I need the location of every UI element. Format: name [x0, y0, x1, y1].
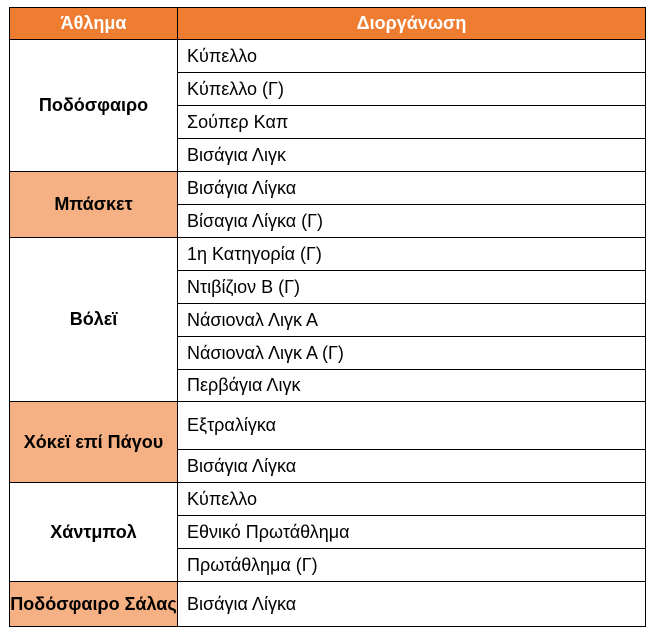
competition-cell: Βισάγια Λίγκα	[178, 172, 646, 205]
competition-cell: Κύπελλο	[178, 40, 646, 73]
competition-cell: Κύπελλο	[178, 483, 646, 516]
header-sport: Άθλημα	[10, 8, 178, 40]
sport-cell: Χάντμπολ	[10, 483, 178, 582]
competition-cell: Βισάγια Λίγκα	[178, 450, 646, 483]
competition-cell: Βίσαγια Λίγκα (Γ)	[178, 205, 646, 238]
header-competition: Διοργάνωση	[178, 8, 646, 40]
competition-cell: Βισάγια Λίγκα	[178, 582, 646, 627]
sport-cell: Ποδόσφαιρο Σάλας	[10, 582, 178, 627]
competition-cell: Εξτραλίγκα	[178, 402, 646, 450]
table-row	[10, 483, 646, 516]
table-body	[10, 40, 646, 627]
sport-cell: Μπάσκετ	[10, 172, 178, 238]
table-row	[10, 402, 646, 450]
competition-cell: Πρωτάθλημα (Γ)	[178, 549, 646, 582]
competition-cell: 1η Κατηγορία (Γ)	[178, 238, 646, 271]
sport-cell: Βόλεϊ	[10, 238, 178, 402]
competition-cell: Νάσιοναλ Λιγκ Α	[178, 304, 646, 337]
competition-cell: Νάσιοναλ Λιγκ Α (Γ)	[178, 337, 646, 370]
table-row	[10, 582, 646, 627]
competition-cell: Περβάγια Λιγκ	[178, 370, 646, 402]
competition-cell: Εθνικό Πρωτάθλημα	[178, 516, 646, 549]
competition-cell: Σούπερ Καπ	[178, 106, 646, 139]
sport-cell: Χόκεϊ επί Πάγου	[10, 402, 178, 483]
competition-cell: Βισάγια Λιγκ	[178, 139, 646, 172]
table-row	[10, 172, 646, 205]
competition-cell: Κύπελλο (Γ)	[178, 73, 646, 106]
table-row	[10, 40, 646, 73]
table-row	[10, 238, 646, 271]
competition-cell: Ντιβίζιον Β (Γ)	[178, 271, 646, 304]
sports-competitions-table	[9, 7, 646, 627]
sport-cell: Ποδόσφαιρο	[10, 40, 178, 172]
header-row	[10, 8, 646, 40]
